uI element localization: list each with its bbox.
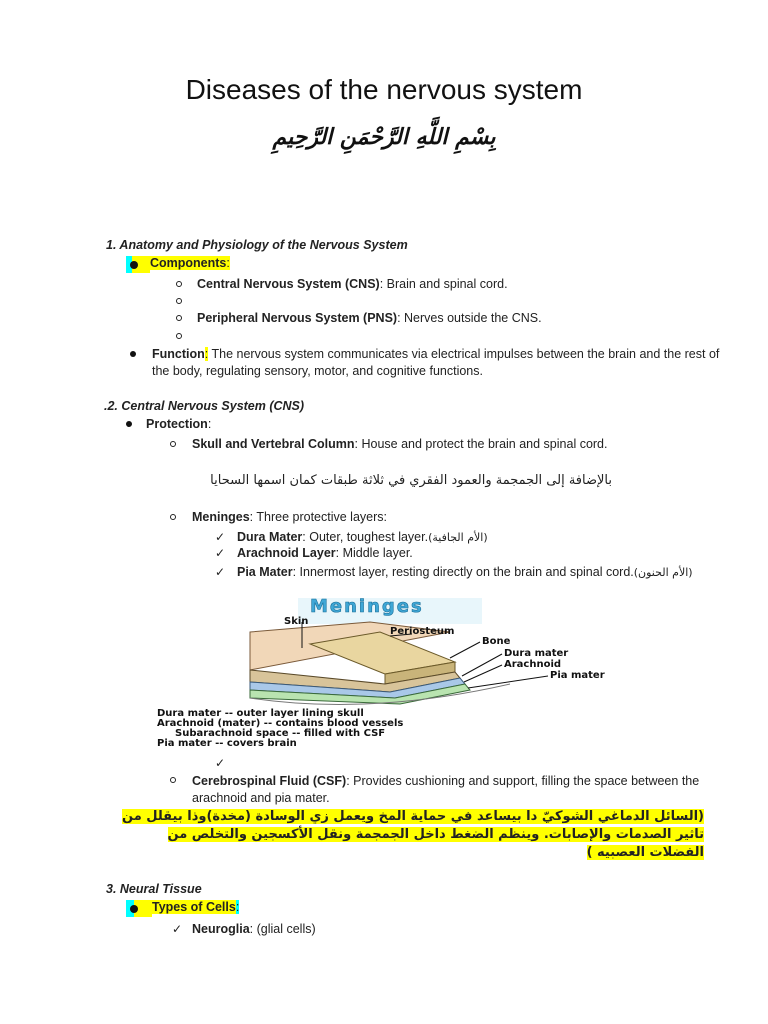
label-periosteum: Periosteum bbox=[390, 626, 455, 637]
bullet-icon bbox=[130, 351, 136, 357]
label-pia: Pia mater bbox=[550, 670, 605, 681]
section3-heading: 3. Neural Tissue bbox=[106, 882, 202, 896]
section1-heading: 1. Anatomy and Physiology of the Nervous System bbox=[106, 238, 408, 252]
label-dura: Dura mater bbox=[504, 648, 569, 659]
basmala-calligraphy: بِسْمِ اللَّهِ الرَّحْمَنِ الرَّحِيمِ bbox=[272, 124, 496, 150]
label-bone: Bone bbox=[482, 636, 511, 647]
label-skin: Skin bbox=[284, 616, 309, 627]
checkmark-icon: ✓ bbox=[215, 565, 226, 579]
caption-dura: Dura mater -- outer layer lining skull bbox=[157, 708, 364, 719]
circle-bullet-icon bbox=[170, 514, 176, 520]
circle-bullet-icon bbox=[176, 315, 182, 321]
arachnoid-item: Arachnoid Layer: Middle layer. bbox=[237, 546, 413, 560]
label-arachnoid: Arachnoid bbox=[504, 659, 562, 670]
page-title: Diseases of the nervous system bbox=[185, 74, 583, 105]
circle-bullet-icon bbox=[176, 281, 182, 287]
checkmark-icon: ✓ bbox=[215, 546, 226, 560]
csf-arabic-note: (السائل الدماغي الشوكيّ دا بيساعد في حماية المخ ويعمل زي الوسادة (مخدة)وذا بيقلل من تاثير الصدمات والإصابات. وينظم الضغط داخل الجمجمة ونقل الأكسجين والتخلص من الفضلات العصبيه ) bbox=[122, 809, 704, 860]
bullet-icon bbox=[130, 905, 138, 913]
caption-pia: Pia mater -- covers brain bbox=[157, 738, 297, 749]
meninges-title: Meninges bbox=[310, 596, 424, 617]
caption-subarachnoid: Subarachnoid space -- filled with CSF bbox=[175, 728, 386, 739]
pia-item: Pia Mater: Innermost layer, resting directly on the brain and spinal cord.(الأم الحنون) bbox=[237, 565, 693, 579]
cns-item: Central Nervous System (CNS): Brain and spinal cord. bbox=[197, 277, 508, 291]
function-paragraph: Function: The nervous system communicates via electrical impulses between the brain and the rest of the body, regulating sensory, motor, and cognitive functions. bbox=[152, 347, 720, 378]
circle-bullet-icon bbox=[176, 333, 182, 339]
protection-label: Protection: bbox=[146, 417, 212, 431]
skull-item: Skull and Vertebral Column: House and protect the brain and spinal cord. bbox=[192, 437, 608, 451]
checkmark-icon: ✓ bbox=[172, 922, 183, 936]
components-bullet-highlight bbox=[126, 256, 150, 273]
bullet-icon bbox=[126, 421, 132, 427]
pns-item: Peripheral Nervous System (PNS): Nerves outside the CNS. bbox=[197, 311, 542, 325]
types-bullet-highlight bbox=[126, 900, 152, 917]
bullet-icon bbox=[130, 261, 138, 269]
checkmark-icon: ✓ bbox=[215, 756, 226, 770]
caption-arachnoid: Arachnoid (mater) -- contains blood vessels bbox=[157, 718, 404, 729]
neuroglia-item: Neuroglia: (glial cells) bbox=[192, 922, 316, 936]
dura-item: Dura Mater: Outer, toughest layer.(الأم الجافية) bbox=[237, 530, 488, 544]
meninges-figure bbox=[150, 592, 620, 752]
meninges-item: Meninges: Three protective layers: bbox=[192, 510, 387, 524]
checkmark-icon: ✓ bbox=[215, 530, 226, 544]
csf-item: Cerebrospinal Fluid (CSF): Provides cushioning and support, filling the space between the arachnoid and pia mater. bbox=[192, 774, 700, 805]
circle-bullet-icon bbox=[170, 441, 176, 447]
components-label: Components: bbox=[150, 256, 230, 270]
types-label: Types of Cells: bbox=[152, 900, 240, 914]
section2-heading: .2. Central Nervous System (CNS) bbox=[104, 399, 305, 413]
circle-bullet-icon bbox=[176, 298, 182, 304]
circle-bullet-icon bbox=[170, 777, 176, 783]
arabic-note: بالإضافة إلى الجمجمة والعمود الفقري في ثلاثة طبقات كمان اسمها السحايا bbox=[210, 473, 612, 488]
